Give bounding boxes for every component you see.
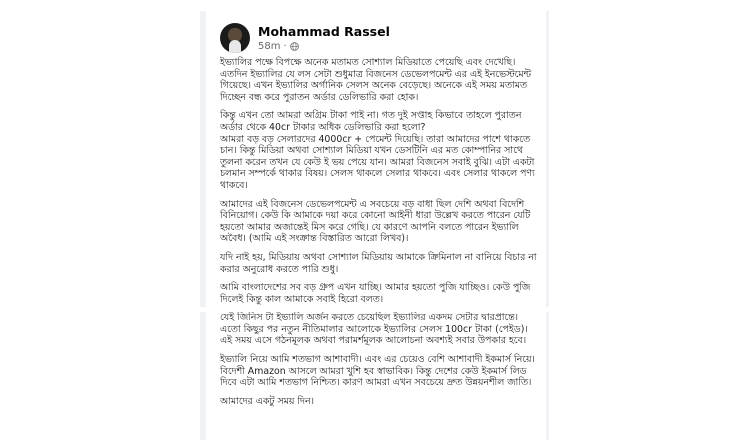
post-paragraph: ইভ্যালির পক্ষে বিপক্ষে অনেক মতামত সোশ্যাল মিডিয়াতে পেয়েছি এবং দেখেছি। এতদিন ইভ্যালির যে লস সেটা শুধুমাত্র বিজনেস ডেভেলপমেন্ট এর এই ইনভেস্টমেন্ট গিয়েছে। এখন ইভ্যালির অর্গানিক সেলস অনেক বেড়েছে। অনেকে এই সময় মতামত দিচ্ছেন বন্ধ করে পুরাতন অর্ডার ডেলিভারি করা হোক।	[220, 57, 532, 103]
author-name-link[interactable]: Mohammad Rassel	[258, 24, 390, 39]
post-paragraph: কিন্তু এখন তো আমরা অগ্রিম টাকা পাই না। গত দুই সপ্তাহ কিভাবে তাহলে পুরাতন অর্ডার থেকে 40cr টাকার অধিক ডেলিভারি করা হলো? আমরা বড় বড় সেলারদের 4000cr + পেমেন্ট দিয়েছি। তারা আমাদের পাশে থাকতে চান। কিন্তু মিডিয়া অথবা সোশ্যাল মিডিয়া যখন ডেসটিনি এর মত কোম্পানির সাথে তুলনা করেন তখন যে কেউ ই ভয় পেয়ে যান। আমরা বিজনেস সবাই বুঝি। এটা একটা চলমান সম্পর্কে থাকার বিষয়। সেলস থাকলে সেলার থাকবে। এবং সেলার থাকলে পণ্য থাকবে।	[220, 110, 535, 191]
post-paragraph: যদি নাই হয়, মিডিয়ায় অথবা সোশ্যাল মিডিয়ায় আমাকে ক্রিমিনাল না বানিয়ে বিচার না করার অনুরোধ করতে পারি শুধু।	[220, 251, 537, 275]
post-body-text	[220, 57, 540, 409]
screenshot-seam	[200, 307, 549, 312]
author-avatar[interactable]	[220, 23, 250, 53]
facebook-post-card	[200, 11, 549, 440]
post-paragraph: আমাদের এই বিজনেস ডেভেলপমেন্ট এ সবচেয়ে বড় বাধা ছিল দেশি অথবা বিদেশি বিনিয়োগ। কেউ কি আমাকে দয়া করে কোনো আইনী ধারা উল্লেখ করতে পারেন যেটি হয়তো আমার অজান্তেই মিস করে গেছি। যে কারণে আপনি বলতে পারেন ইভ্যালি অবৈধ। (আমি এই সংক্রান্ত বিস্তারিত আরো লিখব)।	[220, 198, 531, 245]
post-meta	[258, 41, 299, 52]
post-paragraph: আমি বাংলাদেশের সব বড় গ্রুপ এখন যাচ্ছি। আমার হয়তো পুজি যাচ্ছিও। কেউ পুজি দিলেই কিন্তু কাল আমাকে সবাই হিরো বলত।	[220, 282, 531, 305]
meta-separator: ·	[283, 41, 287, 52]
post-header	[220, 21, 540, 61]
globe-icon[interactable]	[290, 42, 299, 51]
post-paragraph: ইভ্যালি নিয়ে আমি শতভাগ আশাবাদী। এবং এর চেয়েও বেশি আশাবাদী ইকমার্স নিয়ে। বিদেশী Amazon আসলে আমরা খুশি হব স্বাভাবিক। কিন্তু দেশের কেউ ইকমার্স লিড দিবে এটা আমি শতভাগ নিশ্চিত। কারণ আমরা এখন সবচেয়ে দ্রুত উন্নয়নশীল জাতি।	[220, 354, 535, 389]
post-paragraph: আমাদের একটু সময় দিন।	[220, 395, 314, 407]
post-paragraph: যেই জিনিস টা ইভ্যালি অর্জন করতে চেয়েছিল ইভ্যালির একদম সেটার দ্বারপ্রান্তে। এতো কিছুর পর নতুন নীতিমালার আলোকে ইভ্যালির সেলস 100cr টাকা (পেইড)। এই সময় এসে গঠনমূলক অথবা পরামর্শমূলক আলোচনা অবশ্যই সবার উপকার হবে।	[220, 312, 528, 347]
post-content-area	[206, 11, 546, 440]
post-timestamp[interactable]: 58m	[258, 41, 281, 52]
